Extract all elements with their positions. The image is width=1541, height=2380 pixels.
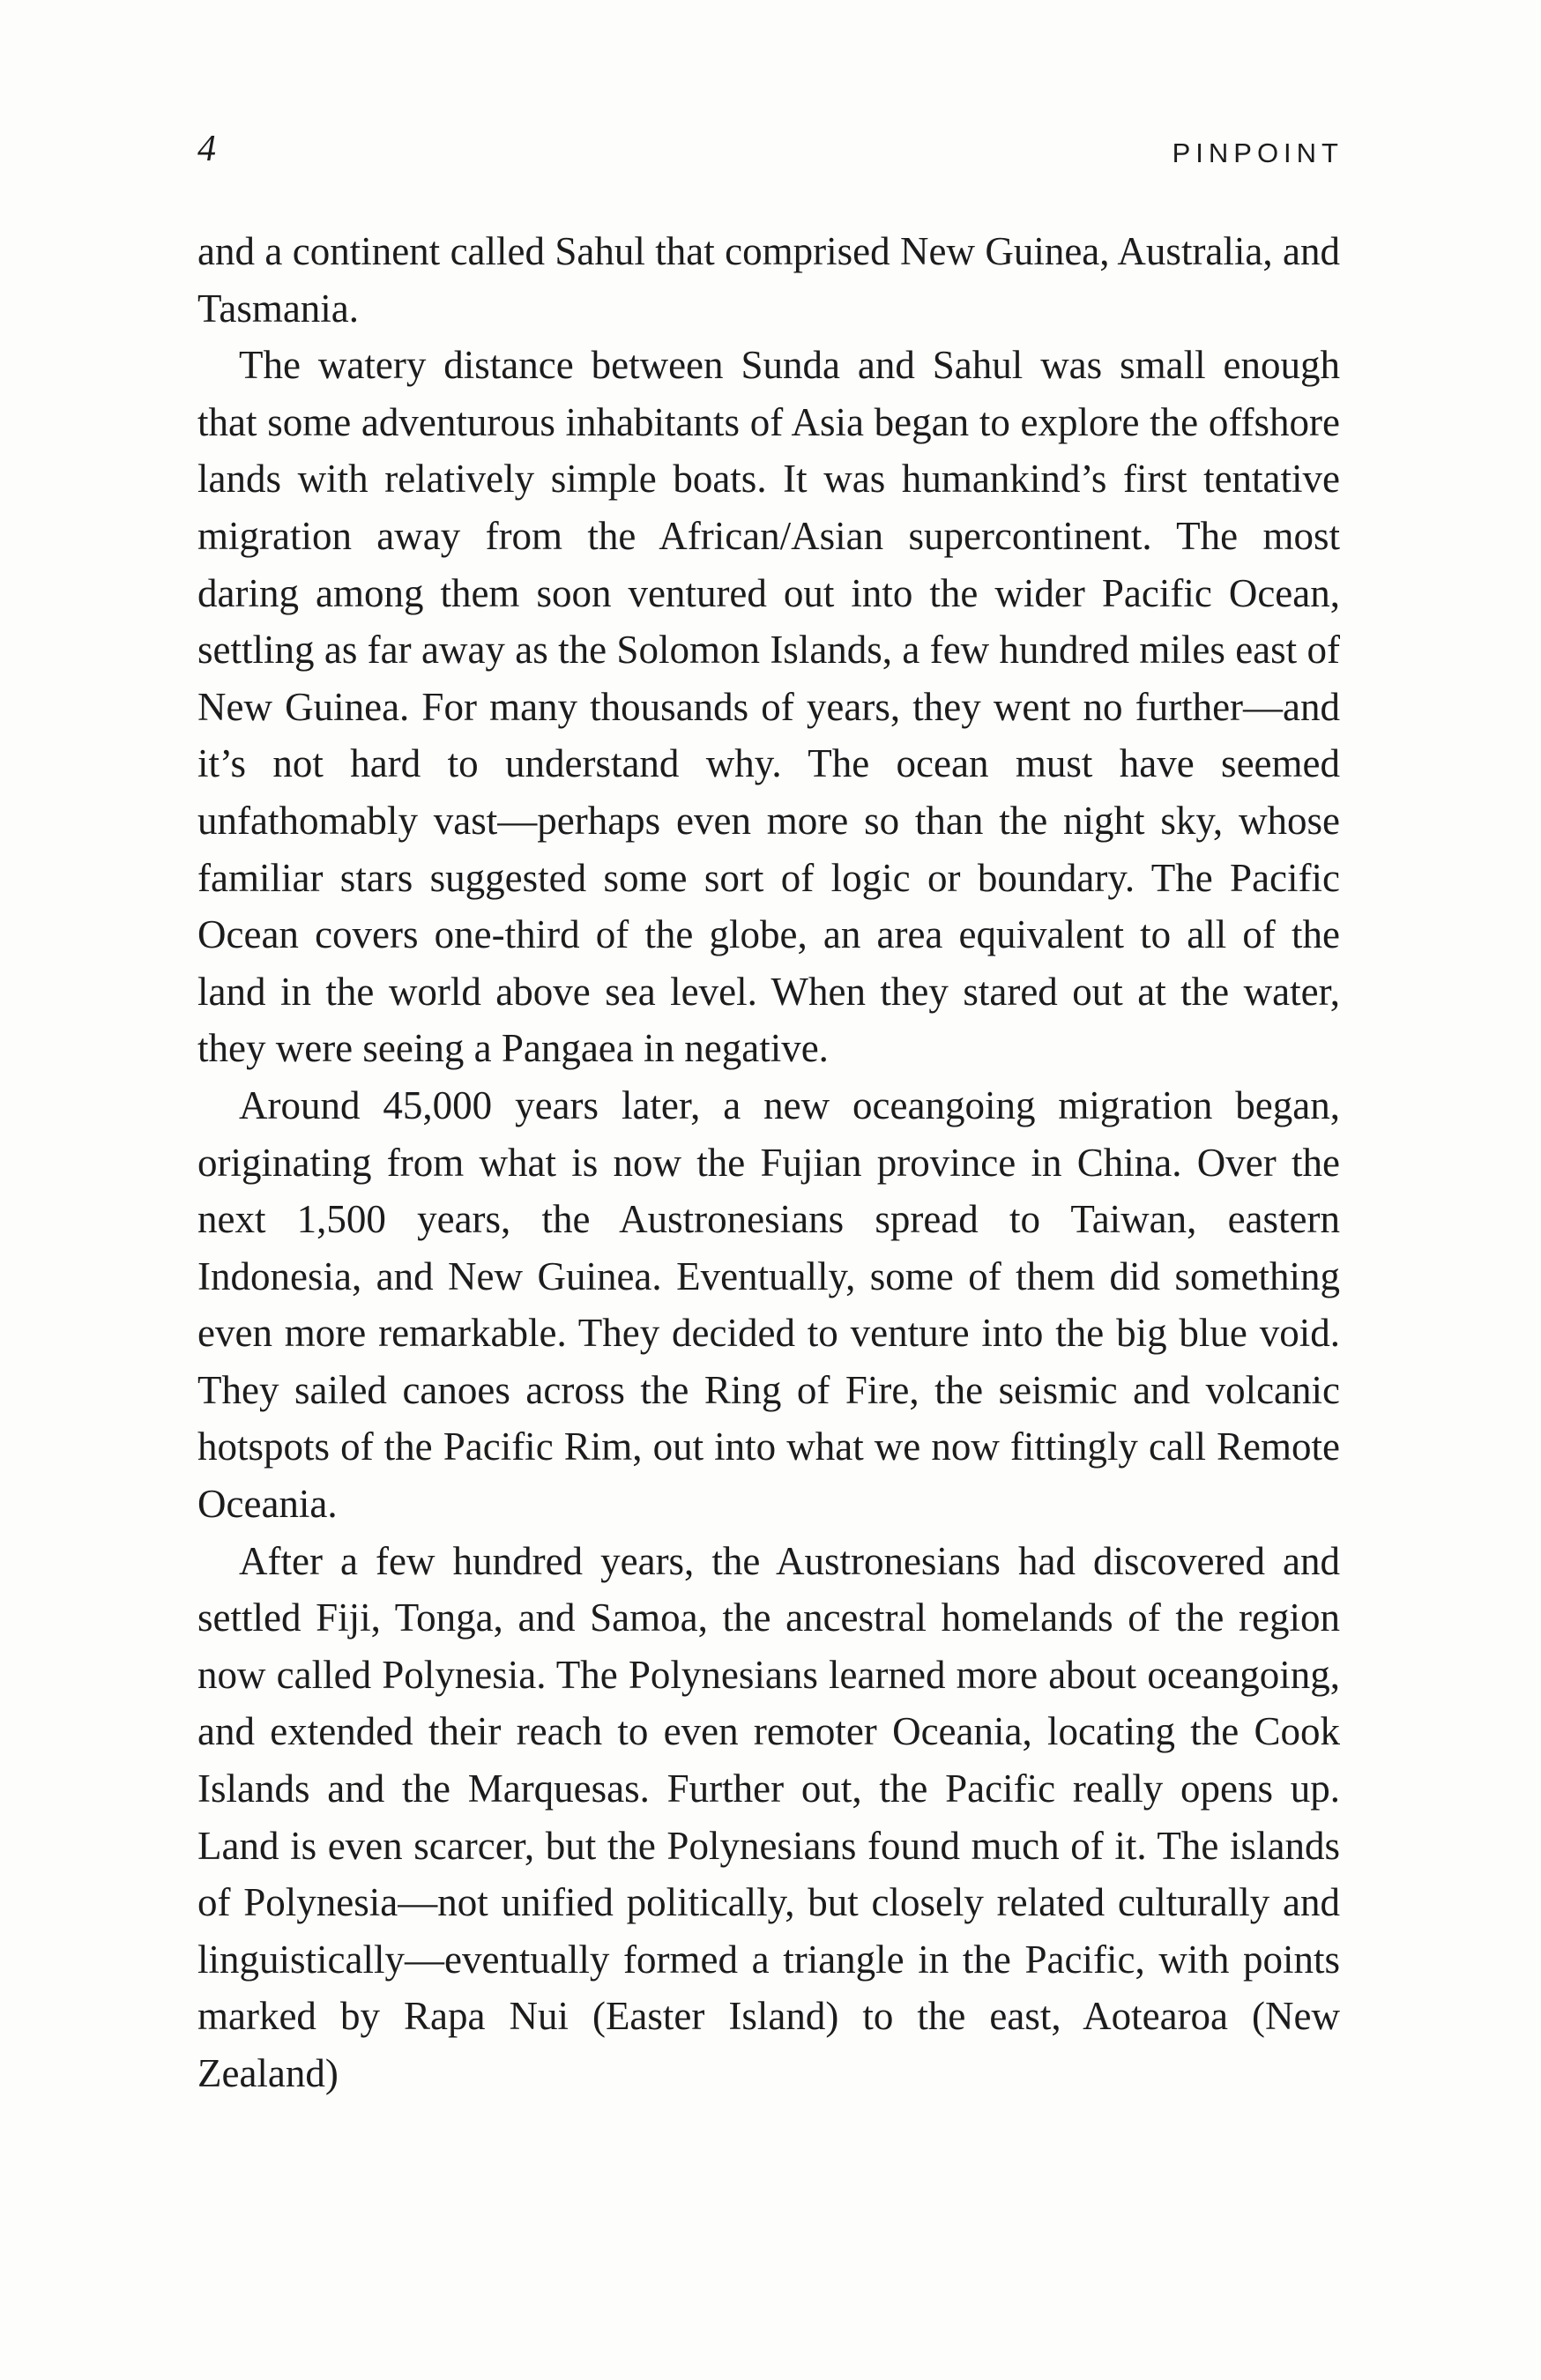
paragraph: Around 45,000 years later, a new oceangoing migration began, originating from what is now the Fujian province in China. Over the next 1,500 years, the Austronesians spread to Taiwan, eastern Indonesia, and New Guinea. Eventually, some of them did something even more remarkable. They decided to venture into the big blue void. They sailed canoes across the Ring of Fire, the seismic and volcanic hotspots of the Pacific Rim, out into what we now fittingly call Remote Oceania. bbox=[197, 1082, 1340, 1527]
running-head: PINPOINT bbox=[1172, 138, 1344, 168]
paragraph: and a continent called Sahul that comprised New Guinea, Australia, and Tasmania. bbox=[197, 229, 1340, 331]
body-text bbox=[197, 223, 1340, 2102]
paragraph: The watery distance between Sunda and Sahul was small enough that some adventurous inhabitants of Asia began to explore the offshore lands with relatively simple boats. It was humankind’s first tentative migration away from the African/​Asian supercontinent. The most daring among them soon ventured out into the wider Pacific Ocean, settling as far away as the Solomon Islands, a few hundred miles east of New Guinea. For many thousands of years, they went no further—and it’s not hard to understand why. The ocean must have seemed unfathomably vast—perhaps even more so than the night sky, whose familiar stars suggested some sort of logic or boundary. The Pacific Ocean covers one-third of the globe, an area equivalent to all of the land in the world above sea level. When they stared out at the water, they were seeing a Pangaea in negative. bbox=[197, 343, 1340, 1071]
page-number: 4 bbox=[197, 129, 216, 169]
paragraph: After a few hundred years, the Austronesians had discovered and settled Fiji, Tonga, and Samoa, the ancestral homelands of the region now called Polynesia. The Polynesians learned more about oceangoing, and extended their reach to even remoter Oceania, locating the Cook Islands and the Marquesas. Further out, the Pacific really opens up. Land is even scarcer, but the Polynesians found much of it. The islands of Polynesia—not unified politically, but closely related culturally and linguistically—​eventually formed a triangle in the Pacific, with points marked by Rapa Nui (Easter Island) to the east, Aotearoa (New Zealand) bbox=[197, 1538, 1340, 2095]
